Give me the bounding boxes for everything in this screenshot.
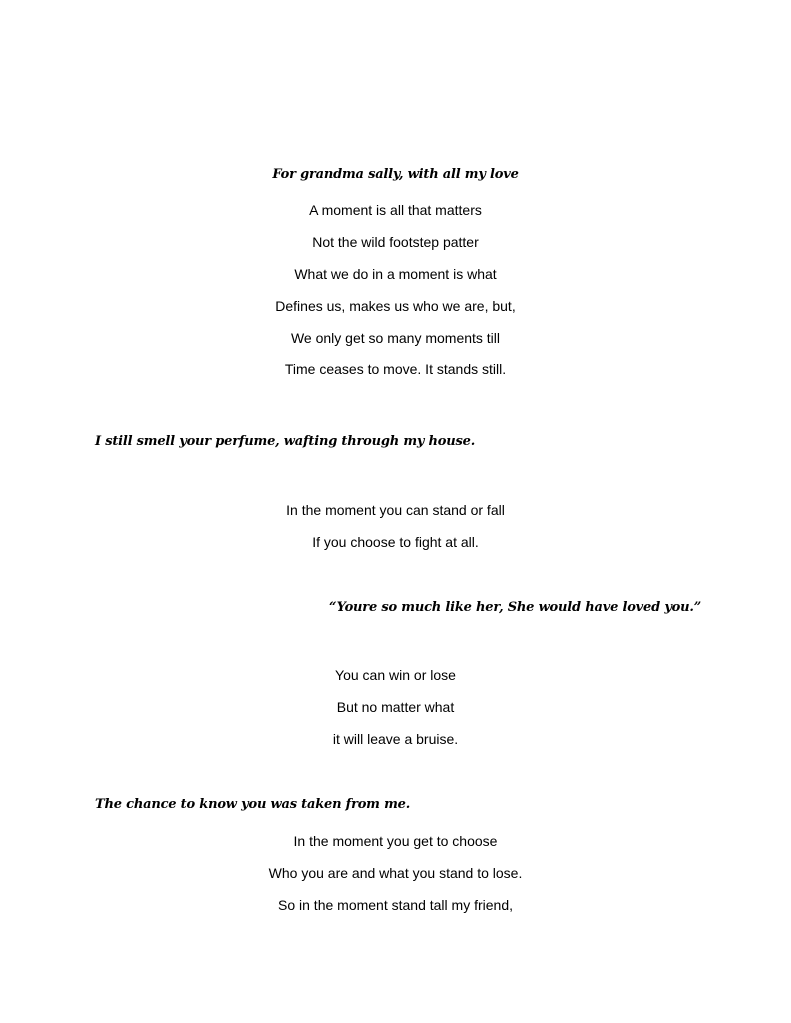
poem-line: Not the wild footstep patter [312, 234, 479, 250]
poem-line: In the moment you can stand or fall [286, 502, 505, 518]
poem-line: Time ceases to move. It stands still. [284, 361, 507, 377]
poem-line: We only get so many moments till [290, 330, 501, 346]
poem-line: But no matter what [336, 699, 455, 715]
poem-line: You can win or lose [335, 667, 456, 683]
aside-line: “Youre so much like her, She would have loved you.” [329, 600, 701, 615]
aside-line: The chance to know you was taken from me. [95, 797, 411, 812]
poem-line: Who you are and what you stand to lose. [268, 865, 523, 881]
poem-line: Defines us, makes us who we are, but, [275, 298, 516, 314]
poem-line: What we do in a moment is what [294, 266, 497, 282]
poem-line: So in the moment stand tall my friend, [278, 897, 513, 913]
aside-line: I still smell your perfume, wafting through my house. [95, 434, 476, 449]
poem-line: If you choose to fight at all. [312, 534, 479, 550]
poem-line: A moment is all that matters [309, 202, 482, 218]
poem-line: In the moment you get to choose [293, 833, 498, 849]
dedication-line: For grandma sally, with all my love [272, 167, 519, 182]
poem-line: it will leave a bruise. [332, 731, 459, 747]
